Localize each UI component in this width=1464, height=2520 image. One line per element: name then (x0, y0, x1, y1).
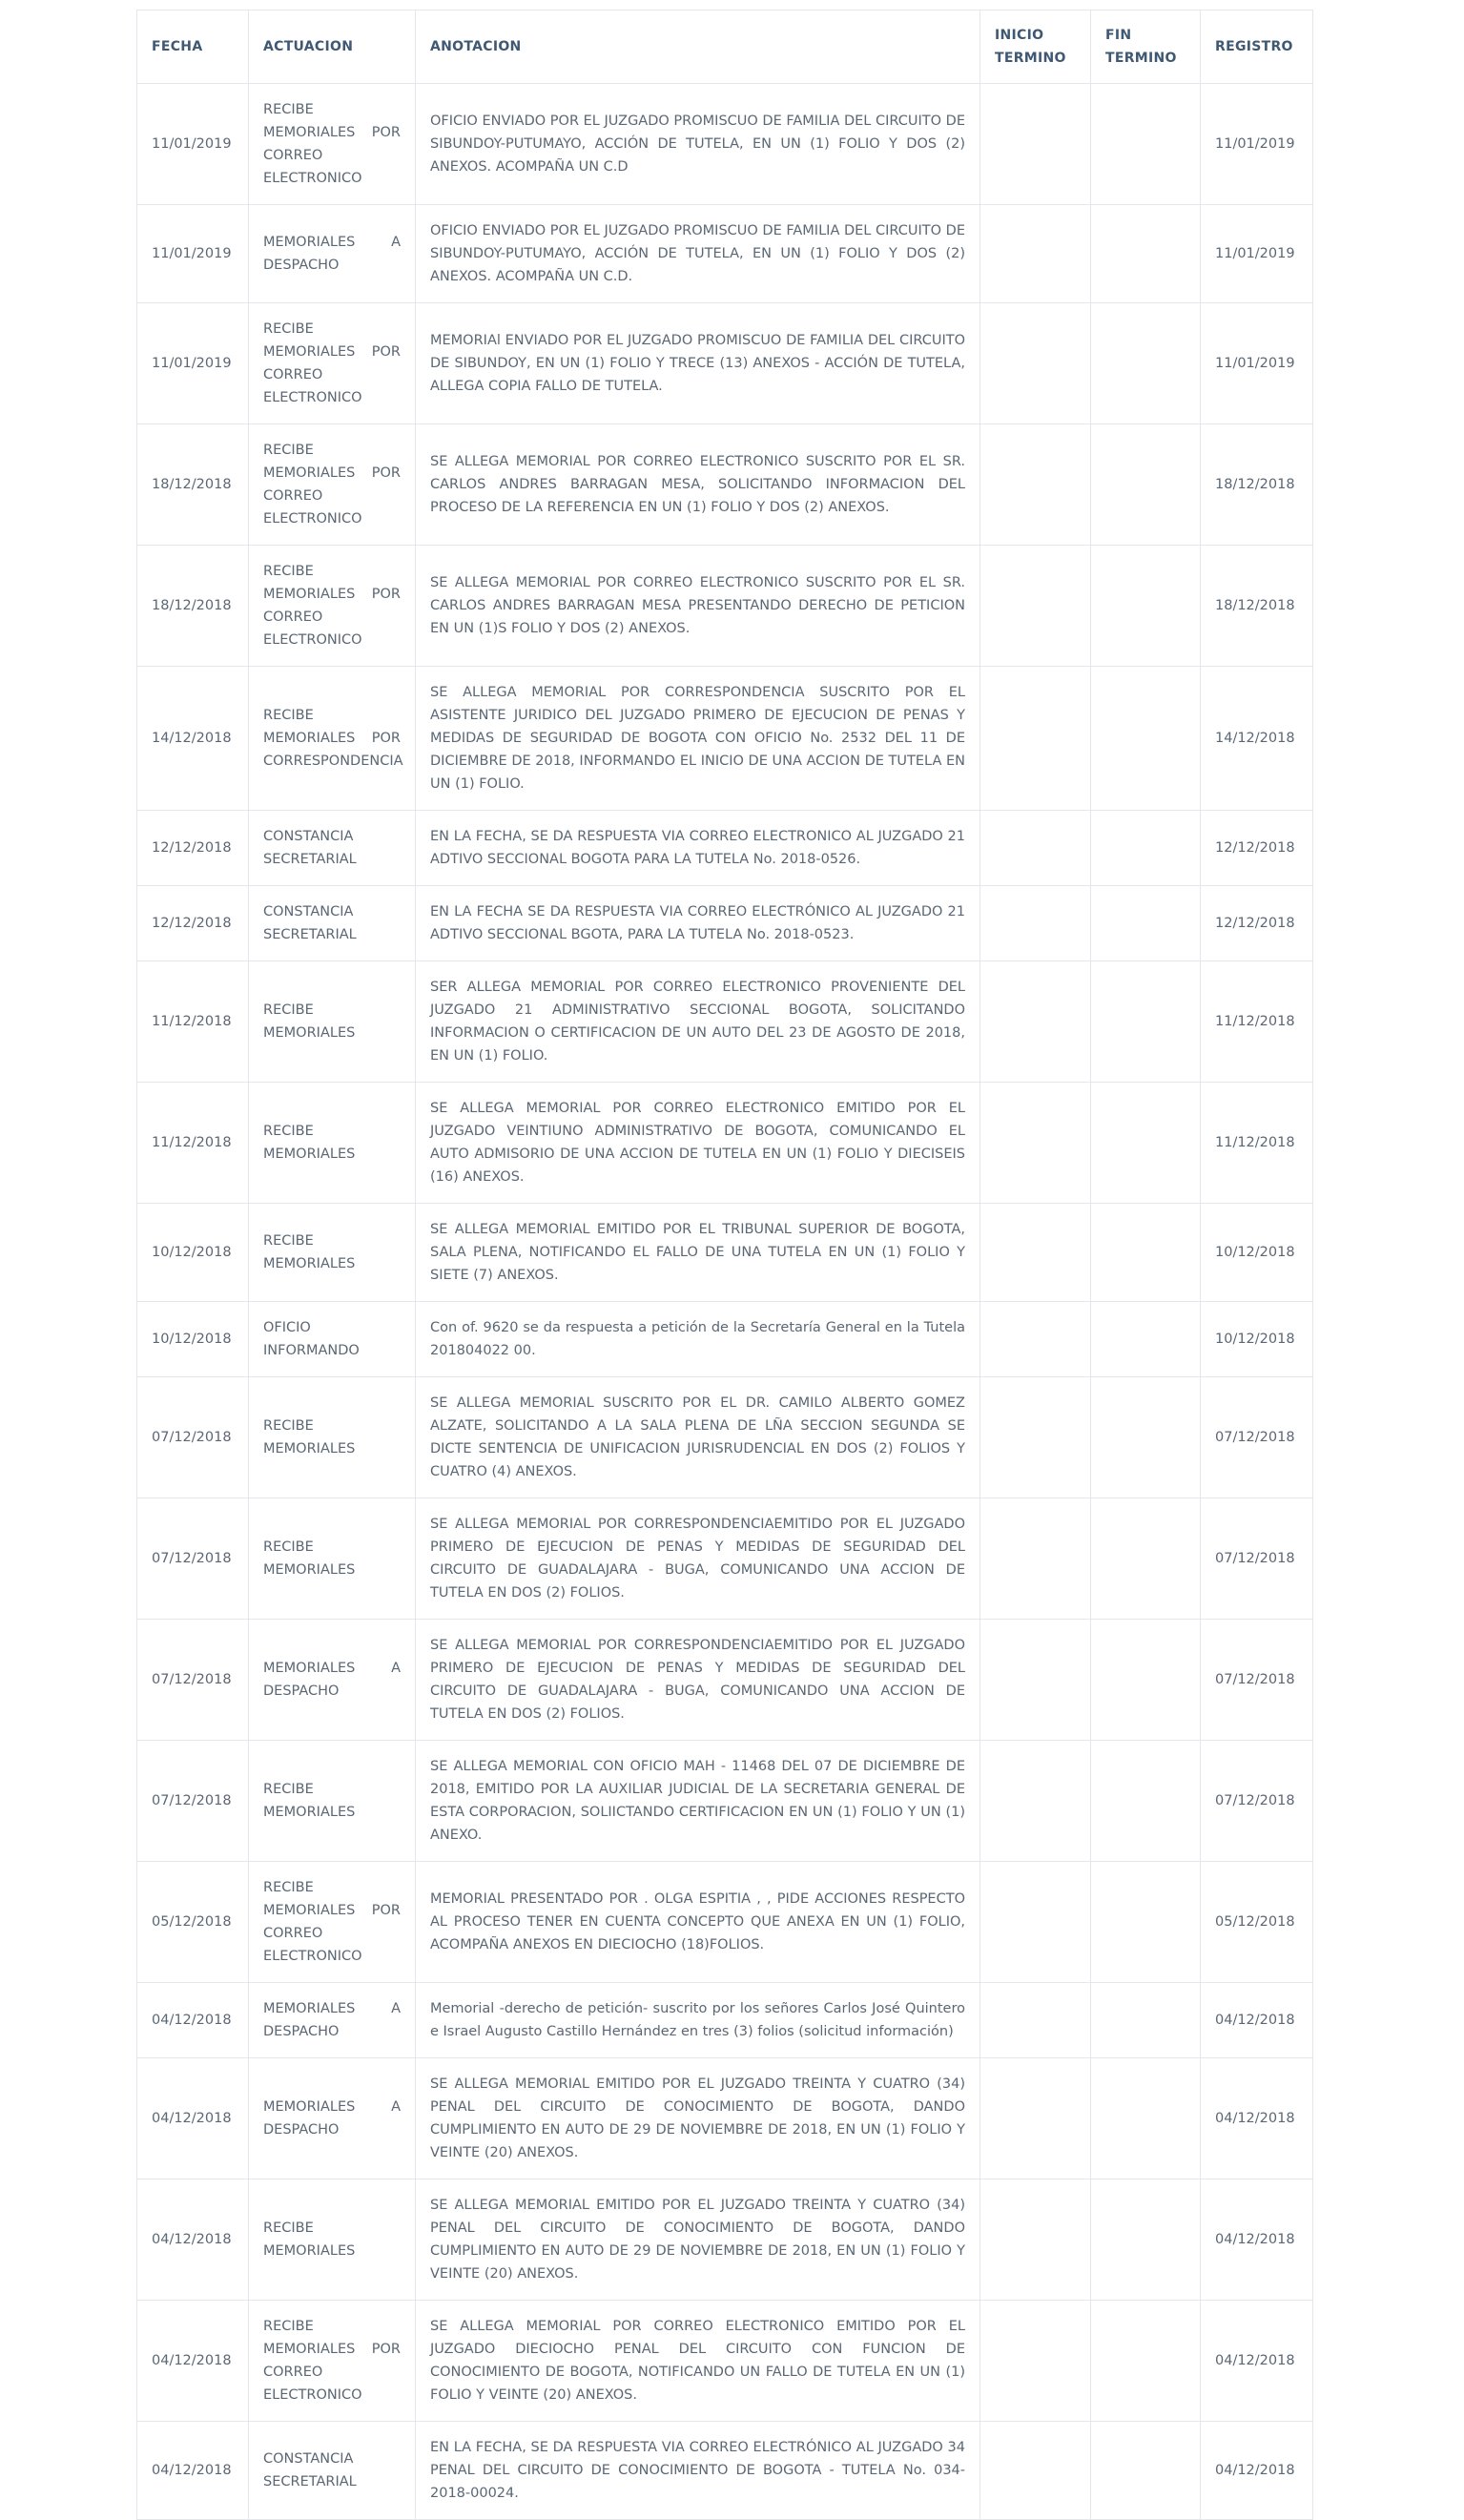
header-actuacion: ACTUACION (249, 10, 416, 84)
table-row (137, 1620, 1313, 1741)
cell-registro: 11/01/2019 (1201, 84, 1313, 205)
cell-inicio-termino (980, 2179, 1091, 2301)
cell-inicio-termino (980, 811, 1091, 886)
cell-actuacion: RECIBE MEMORIALES POR CORREO ELECTRONICO (249, 84, 416, 205)
cell-fin-termino (1091, 2301, 1201, 2422)
cell-registro: 04/12/2018 (1201, 2301, 1313, 2422)
cell-actuacion: RECIBE MEMORIALES (249, 2179, 416, 2301)
cell-fin-termino (1091, 2179, 1201, 2301)
cell-actuacion: RECIBE MEMORIALES (249, 1204, 416, 1302)
cell-registro: 11/01/2019 (1201, 205, 1313, 303)
cell-fecha: 04/12/2018 (137, 2058, 249, 2179)
table-row (137, 84, 1313, 205)
cell-fecha: 10/12/2018 (137, 1204, 249, 1302)
table-row (137, 1741, 1313, 1862)
cell-actuacion: OFICIO INFORMANDO (249, 1302, 416, 1377)
cell-inicio-termino (980, 1862, 1091, 1983)
actuaciones-table (136, 10, 1313, 2520)
cell-registro: 12/12/2018 (1201, 811, 1313, 886)
cell-inicio-termino (980, 303, 1091, 424)
cell-anotacion: MEMORIAl ENVIADO POR EL JUZGADO PROMISCUO DE FAMILIA DEL CIRCUITO DE SIBUNDOY, EN UN (1) FOLIO Y TRECE (13) ANEXOS - ACCIÓN DE TUTELA, ALLEGA COPIA FALLO DE TUTELA. (416, 303, 980, 424)
cell-actuacion: CONSTANCIA SECRETARIAL (249, 2422, 416, 2520)
cell-anotacion: SE ALLEGA MEMORIAL POR CORREO ELECTRONICO EMITIDO POR EL JUZGADO VEINTIUNO ADMINISTRATIVO DE BOGOTA, COMUNICANDO EL AUTO ADMISORIO DE UNA ACCION DE TUTELA EN UN (1) FOLIO Y DIECISEIS (16) ANEXOS. (416, 1083, 980, 1204)
cell-fecha: 11/12/2018 (137, 961, 249, 1083)
cell-anotacion: SE ALLEGA MEMORIAL EMITIDO POR EL JUZGADO TREINTA Y CUATRO (34) PENAL DEL CIRCUITO DE CONOCIMIENTO DE BOGOTA, DANDO CUMPLIMIENTO EN AUTO DE 29 DE NOVIEMBRE DE 2018, EN UN (1) FOLIO Y VEINTE (20) ANEXOS. (416, 2179, 980, 2301)
table-row (137, 546, 1313, 667)
cell-fin-termino (1091, 84, 1201, 205)
table-row (137, 1983, 1313, 2058)
table-row (137, 1377, 1313, 1498)
cell-fecha: 10/12/2018 (137, 1302, 249, 1377)
cell-fecha: 04/12/2018 (137, 2179, 249, 2301)
cell-inicio-termino (980, 1302, 1091, 1377)
cell-actuacion: RECIBE MEMORIALES POR CORREO ELECTRONICO (249, 546, 416, 667)
cell-inicio-termino (980, 2058, 1091, 2179)
cell-inicio-termino (980, 546, 1091, 667)
cell-fin-termino (1091, 1862, 1201, 1983)
table-row (137, 1083, 1313, 1204)
cell-inicio-termino (980, 1741, 1091, 1862)
cell-registro: 07/12/2018 (1201, 1377, 1313, 1498)
table-row (137, 2058, 1313, 2179)
cell-inicio-termino (980, 84, 1091, 205)
cell-fecha: 11/01/2019 (137, 303, 249, 424)
cell-registro: 07/12/2018 (1201, 1620, 1313, 1741)
cell-anotacion: SE ALLEGA MEMORIAL POR CORREO ELECTRONICO SUSCRITO POR EL SR. CARLOS ANDRES BARRAGAN MESA, SOLICITANDO INFORMACION DEL PROCESO DE LA REFERENCIA EN UN (1) FOLIO Y DOS (2) ANEXOS. (416, 424, 980, 546)
cell-fecha: 07/12/2018 (137, 1741, 249, 1862)
table-row (137, 1498, 1313, 1620)
cell-anotacion: SE ALLEGA MEMORIAL POR CORRESPONDENCIA SUSCRITO POR EL ASISTENTE JURIDICO DEL JUZGADO PRIMERO DE EJECUCION DE PENAS Y MEDIDAS DE SEGURIDAD DE BOGOTA CON OFICIO No. 2532 DEL 11 DE DICIEMBRE DE 2018, INFORMANDO EL INICIO DE UNA ACCION DE TUTELA EN UN (1) FOLIO. (416, 667, 980, 811)
cell-inicio-termino (980, 1620, 1091, 1741)
cell-registro: 10/12/2018 (1201, 1204, 1313, 1302)
cell-actuacion: MEMORIALES A DESPACHO (249, 1983, 416, 2058)
cell-actuacion: RECIBE MEMORIALES POR CORRESPONDENCIA (249, 667, 416, 811)
cell-inicio-termino (980, 1377, 1091, 1498)
cell-anotacion: OFICIO ENVIADO POR EL JUZGADO PROMISCUO DE FAMILIA DEL CIRCUITO DE SIBUNDOY-PUTUMAYO, ACCIÓN DE TUTELA, EN UN (1) FOLIO Y DOS (2) ANEXOS. ACOMPAÑA UN C.D. (416, 205, 980, 303)
cell-registro: 11/12/2018 (1201, 961, 1313, 1083)
cell-fecha: 05/12/2018 (137, 1862, 249, 1983)
cell-inicio-termino (980, 1204, 1091, 1302)
table-row (137, 667, 1313, 811)
cell-inicio-termino (980, 1983, 1091, 2058)
actuaciones-table-container (136, 10, 1312, 2520)
cell-actuacion: CONSTANCIA SECRETARIAL (249, 886, 416, 961)
cell-actuacion: RECIBE MEMORIALES POR CORREO ELECTRONICO (249, 2301, 416, 2422)
cell-inicio-termino (980, 424, 1091, 546)
cell-fecha: 11/01/2019 (137, 84, 249, 205)
cell-actuacion: RECIBE MEMORIALES (249, 1498, 416, 1620)
cell-fin-termino (1091, 667, 1201, 811)
cell-fin-termino (1091, 1204, 1201, 1302)
cell-fecha: 04/12/2018 (137, 2301, 249, 2422)
cell-fin-termino (1091, 2422, 1201, 2520)
cell-anotacion: SE ALLEGA MEMORIAL POR CORREO ELECTRONICO SUSCRITO POR EL SR. CARLOS ANDRES BARRAGAN MESA PRESENTANDO DERECHO DE PETICION EN UN (1)S FOLIO Y DOS (2) ANEXOS. (416, 546, 980, 667)
table-row (137, 1204, 1313, 1302)
header-fin-termino: FIN TERMINO (1091, 10, 1201, 84)
cell-inicio-termino (980, 205, 1091, 303)
cell-anotacion: SE ALLEGA MEMORIAL SUSCRITO POR EL DR. CAMILO ALBERTO GOMEZ ALZATE, SOLICITANDO A LA SALA PLENA DE LÑA SECCION SEGUNDA SE DICTE SENTENCIA DE UNIFICACION JURISRUDENCIAL EN DOS (2) FOLIOS Y CUATRO (4) ANEXOS. (416, 1377, 980, 1498)
cell-fecha: 11/12/2018 (137, 1083, 249, 1204)
cell-anotacion: SE ALLEGA MEMORIAL EMITIDO POR EL JUZGADO TREINTA Y CUATRO (34) PENAL DEL CIRCUITO DE CONOCIMIENTO DE BOGOTA, DANDO CUMPLIMIENTO EN AUTO DE 29 DE NOVIEMBRE DE 2018, EN UN (1) FOLIO Y VEINTE (20) ANEXOS. (416, 2058, 980, 2179)
cell-inicio-termino (980, 1083, 1091, 1204)
cell-actuacion: CONSTANCIA SECRETARIAL (249, 811, 416, 886)
header-registro: REGISTRO (1201, 10, 1313, 84)
table-row (137, 303, 1313, 424)
header-fecha: FECHA (137, 10, 249, 84)
cell-fecha: 07/12/2018 (137, 1498, 249, 1620)
cell-registro: 04/12/2018 (1201, 2179, 1313, 2301)
table-row (137, 2301, 1313, 2422)
cell-actuacion: RECIBE MEMORIALES POR CORREO ELECTRONICO (249, 424, 416, 546)
header-anotacion: ANOTACION (416, 10, 980, 84)
cell-actuacion: MEMORIALES A DESPACHO (249, 1620, 416, 1741)
cell-fecha: 12/12/2018 (137, 811, 249, 886)
cell-fecha: 04/12/2018 (137, 1983, 249, 2058)
cell-fin-termino (1091, 205, 1201, 303)
cell-actuacion: RECIBE MEMORIALES (249, 961, 416, 1083)
cell-fin-termino (1091, 2058, 1201, 2179)
cell-anotacion: EN LA FECHA, SE DA RESPUESTA VIA CORREO ELECTRONICO AL JUZGADO 21 ADTIVO SECCIONAL BOGOTA PARA LA TUTELA No. 2018-0526. (416, 811, 980, 886)
cell-fecha: 18/12/2018 (137, 546, 249, 667)
table-row (137, 886, 1313, 961)
cell-registro: 10/12/2018 (1201, 1302, 1313, 1377)
cell-actuacion: RECIBE MEMORIALES (249, 1741, 416, 1862)
table-row (137, 1302, 1313, 1377)
cell-fin-termino (1091, 546, 1201, 667)
cell-fecha: 14/12/2018 (137, 667, 249, 811)
cell-fecha: 12/12/2018 (137, 886, 249, 961)
table-row (137, 1862, 1313, 1983)
cell-fecha: 18/12/2018 (137, 424, 249, 546)
cell-inicio-termino (980, 2301, 1091, 2422)
cell-anotacion: MEMORIAL PRESENTADO POR . OLGA ESPITIA , , PIDE ACCIONES RESPECTO AL PROCESO TENER EN CUENTA CONCEPTO QUE ANEXA EN UN (1) FOLIO, ACOMPAÑA ANEXOS EN DIECIOCHO (18)FOLIOS. (416, 1862, 980, 1983)
table-row (137, 205, 1313, 303)
cell-registro: 05/12/2018 (1201, 1862, 1313, 1983)
cell-inicio-termino (980, 667, 1091, 811)
cell-registro: 12/12/2018 (1201, 886, 1313, 961)
cell-anotacion: OFICIO ENVIADO POR EL JUZGADO PROMISCUO DE FAMILIA DEL CIRCUITO DE SIBUNDOY-PUTUMAYO, ACCIÓN DE TUTELA, EN UN (1) FOLIO Y DOS (2) ANEXOS. ACOMPAÑA UN C.D (416, 84, 980, 205)
cell-registro: 11/01/2019 (1201, 303, 1313, 424)
cell-fin-termino (1091, 811, 1201, 886)
cell-inicio-termino (980, 961, 1091, 1083)
cell-anotacion: SE ALLEGA MEMORIAL POR CORRESPONDENCIAEMITIDO POR EL JUZGADO PRIMERO DE EJECUCION DE PENAS Y MEDIDAS DE SEGURIDAD DEL CIRCUITO DE GUADALAJARA - BUGA, COMUNICANDO UNA ACCION DE TUTELA EN DOS (2) FOLIOS. (416, 1498, 980, 1620)
cell-registro: 14/12/2018 (1201, 667, 1313, 811)
cell-fin-termino (1091, 961, 1201, 1083)
cell-inicio-termino (980, 886, 1091, 961)
table-row (137, 2179, 1313, 2301)
cell-fin-termino (1091, 303, 1201, 424)
table-row (137, 811, 1313, 886)
cell-anotacion: SE ALLEGA MEMORIAL POR CORRESPONDENCIAEMITIDO POR EL JUZGADO PRIMERO DE EJECUCION DE PENAS Y MEDIDAS DE SEGURIDAD DEL CIRCUITO DE GUADALAJARA - BUGA, COMUNICANDO UNA ACCION DE TUTELA EN DOS (2) FOLIOS. (416, 1620, 980, 1741)
cell-anotacion: Con of. 9620 se da respuesta a petición de la Secretaría General en la Tutela 201804022 00. (416, 1302, 980, 1377)
cell-inicio-termino (980, 1498, 1091, 1620)
cell-anotacion: EN LA FECHA SE DA RESPUESTA VIA CORREO ELECTRÓNICO AL JUZGADO 21 ADTIVO SECCIONAL BGOTA, PARA LA TUTELA No. 2018-0523. (416, 886, 980, 961)
cell-anotacion: SE ALLEGA MEMORIAL POR CORREO ELECTRONICO EMITIDO POR EL JUZGADO DIECIOCHO PENAL DEL CIRCUITO CON FUNCION DE CONOCIMIENTO DE BOGOTA, NOTIFICANDO UN FALLO DE TUTELA EN UN (1) FOLIO Y VEINTE (20) ANEXOS. (416, 2301, 980, 2422)
cell-fin-termino (1091, 1983, 1201, 2058)
table-row (137, 961, 1313, 1083)
cell-inicio-termino (980, 2422, 1091, 2520)
cell-fecha: 07/12/2018 (137, 1620, 249, 1741)
header-inicio-termino: INICIO TERMINO (980, 10, 1091, 84)
cell-fecha: 04/12/2018 (137, 2422, 249, 2520)
table-header-row (137, 10, 1313, 84)
cell-anotacion: Memorial -derecho de petición- suscrito por los señores Carlos José Quintero e Israel Augusto Castillo Hernández en tres (3) folios (solicitud información) (416, 1983, 980, 2058)
cell-actuacion: RECIBE MEMORIALES (249, 1377, 416, 1498)
cell-fin-termino (1091, 1620, 1201, 1741)
cell-fin-termino (1091, 886, 1201, 961)
cell-registro: 07/12/2018 (1201, 1741, 1313, 1862)
cell-fecha: 11/01/2019 (137, 205, 249, 303)
cell-registro: 04/12/2018 (1201, 2422, 1313, 2520)
cell-actuacion: MEMORIALES A DESPACHO (249, 2058, 416, 2179)
cell-registro: 04/12/2018 (1201, 1983, 1313, 2058)
cell-registro: 04/12/2018 (1201, 2058, 1313, 2179)
cell-anotacion: EN LA FECHA, SE DA RESPUESTA VIA CORREO ELECTRÓNICO AL JUZGADO 34 PENAL DEL CIRCUITO DE CONOCIMIENTO DE BOGOTA - TUTELA No. 034-2018-00024. (416, 2422, 980, 2520)
cell-fin-termino (1091, 1302, 1201, 1377)
cell-fin-termino (1091, 1083, 1201, 1204)
cell-fin-termino (1091, 424, 1201, 546)
cell-fecha: 07/12/2018 (137, 1377, 249, 1498)
cell-fin-termino (1091, 1741, 1201, 1862)
cell-registro: 07/12/2018 (1201, 1498, 1313, 1620)
cell-fin-termino (1091, 1498, 1201, 1620)
cell-registro: 11/12/2018 (1201, 1083, 1313, 1204)
cell-anotacion: SE ALLEGA MEMORIAL EMITIDO POR EL TRIBUNAL SUPERIOR DE BOGOTA, SALA PLENA, NOTIFICANDO EL FALLO DE UNA TUTELA EN UN (1) FOLIO Y SIETE (7) ANEXOS. (416, 1204, 980, 1302)
table-body (137, 84, 1313, 2520)
table-row (137, 2422, 1313, 2520)
cell-fin-termino (1091, 1377, 1201, 1498)
cell-actuacion: RECIBE MEMORIALES POR CORREO ELECTRONICO (249, 1862, 416, 1983)
cell-actuacion: RECIBE MEMORIALES POR CORREO ELECTRONICO (249, 303, 416, 424)
cell-actuacion: RECIBE MEMORIALES (249, 1083, 416, 1204)
cell-registro: 18/12/2018 (1201, 546, 1313, 667)
cell-actuacion: MEMORIALES A DESPACHO (249, 205, 416, 303)
cell-anotacion: SE ALLEGA MEMORIAL CON OFICIO MAH - 11468 DEL 07 DE DICIEMBRE DE 2018, EMITIDO POR LA AUXILIAR JUDICIAL DE LA SECRETARIA GENERAL DE ESTA CORPORACION, SOLIICTANDO CERTIFICACION EN UN (1) FOLIO Y UN (1) ANEXO. (416, 1741, 980, 1862)
table-row (137, 424, 1313, 546)
cell-anotacion: SER ALLEGA MEMORIAL POR CORREO ELECTRONICO PROVENIENTE DEL JUZGADO 21 ADMINISTRATIVO SECCIONAL BOGOTA, SOLICITANDO INFORMACION O CERTIFICACION DE UN AUTO DEL 23 DE AGOSTO DE 2018, EN UN (1) FOLIO. (416, 961, 980, 1083)
cell-registro: 18/12/2018 (1201, 424, 1313, 546)
